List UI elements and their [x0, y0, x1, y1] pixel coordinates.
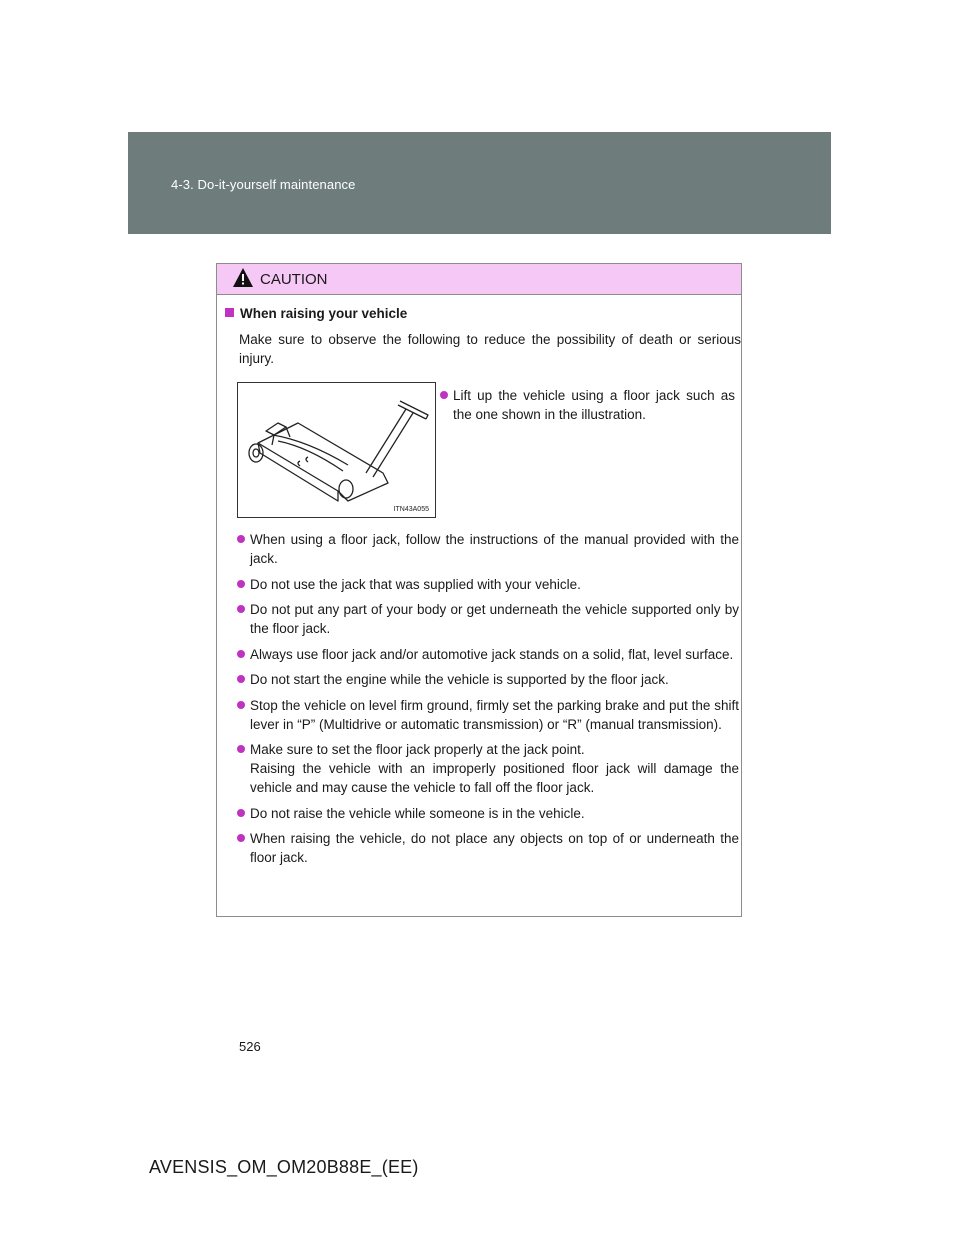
figure-code: ITN43A055 — [393, 506, 429, 513]
side-note-text: Lift up the vehicle using a floor jack such as the one shown in the illustration. — [453, 388, 735, 422]
bullet-dot-icon — [237, 650, 245, 658]
square-bullet-icon — [225, 308, 234, 317]
subheading — [225, 306, 407, 321]
caution-bullets — [237, 530, 739, 874]
bullet-dot-icon — [440, 391, 448, 399]
bullet-dot-icon — [237, 535, 245, 543]
subheading-text: When raising your vehicle — [240, 306, 408, 321]
bullet-dot-icon — [237, 745, 245, 753]
list-item: Do not use the jack that was supplied with your vehicle. — [237, 575, 739, 594]
warning-triangle-icon — [232, 267, 254, 288]
list-item: When using a floor jack, follow the instructions of the manual provided with the jack. — [237, 530, 739, 568]
bullet-dot-icon — [237, 580, 245, 588]
footer-code: AVENSIS_OM_OM20B88E_(EE) — [149, 1157, 419, 1177]
bullet-dot-icon — [237, 809, 245, 817]
list-item: Do not start the engine while the vehicle is supported by the floor jack. — [237, 670, 739, 689]
list-item: Always use floor jack and/or automotive jack stands on a solid, flat, level surface. — [237, 645, 739, 664]
page-number: 526 — [239, 1039, 261, 1054]
intro-text: Make sure to observe the following to reduce the possibility of death or serious injury. — [239, 332, 741, 366]
bullet-dot-icon — [237, 605, 245, 613]
caution-title: CAUTION — [260, 271, 328, 288]
caution-box — [216, 263, 742, 917]
floor-jack-illustration — [237, 382, 436, 518]
bullet-dot-icon — [237, 701, 245, 709]
section-title: 4-3. Do-it-yourself maintenance — [171, 177, 356, 192]
floor-jack-icon — [238, 383, 435, 517]
list-item: Make sure to set the floor jack properly at the jack point. Raising the vehicle with an improperly positioned floor jack will damage the vehicle and may cause the vehicle to fall off the floor jack. — [237, 740, 739, 797]
list-item: Stop the vehicle on level firm ground, firmly set the parking brake and put the shift lever in “P” (Multidrive or automatic transmission) or “R” (manual transmission). — [237, 696, 739, 734]
list-item: When raising the vehicle, do not place any objects on top of or underneath the floor jack. — [237, 829, 739, 867]
header-band — [128, 132, 831, 234]
bullet-dot-icon — [237, 675, 245, 683]
list-item: Do not put any part of your body or get underneath the vehicle supported only by the floor jack. — [237, 600, 739, 638]
list-item: Do not raise the vehicle while someone is in the vehicle. — [237, 804, 739, 823]
bullet-dot-icon — [237, 834, 245, 842]
caution-header — [217, 264, 741, 295]
side-note — [453, 386, 735, 424]
